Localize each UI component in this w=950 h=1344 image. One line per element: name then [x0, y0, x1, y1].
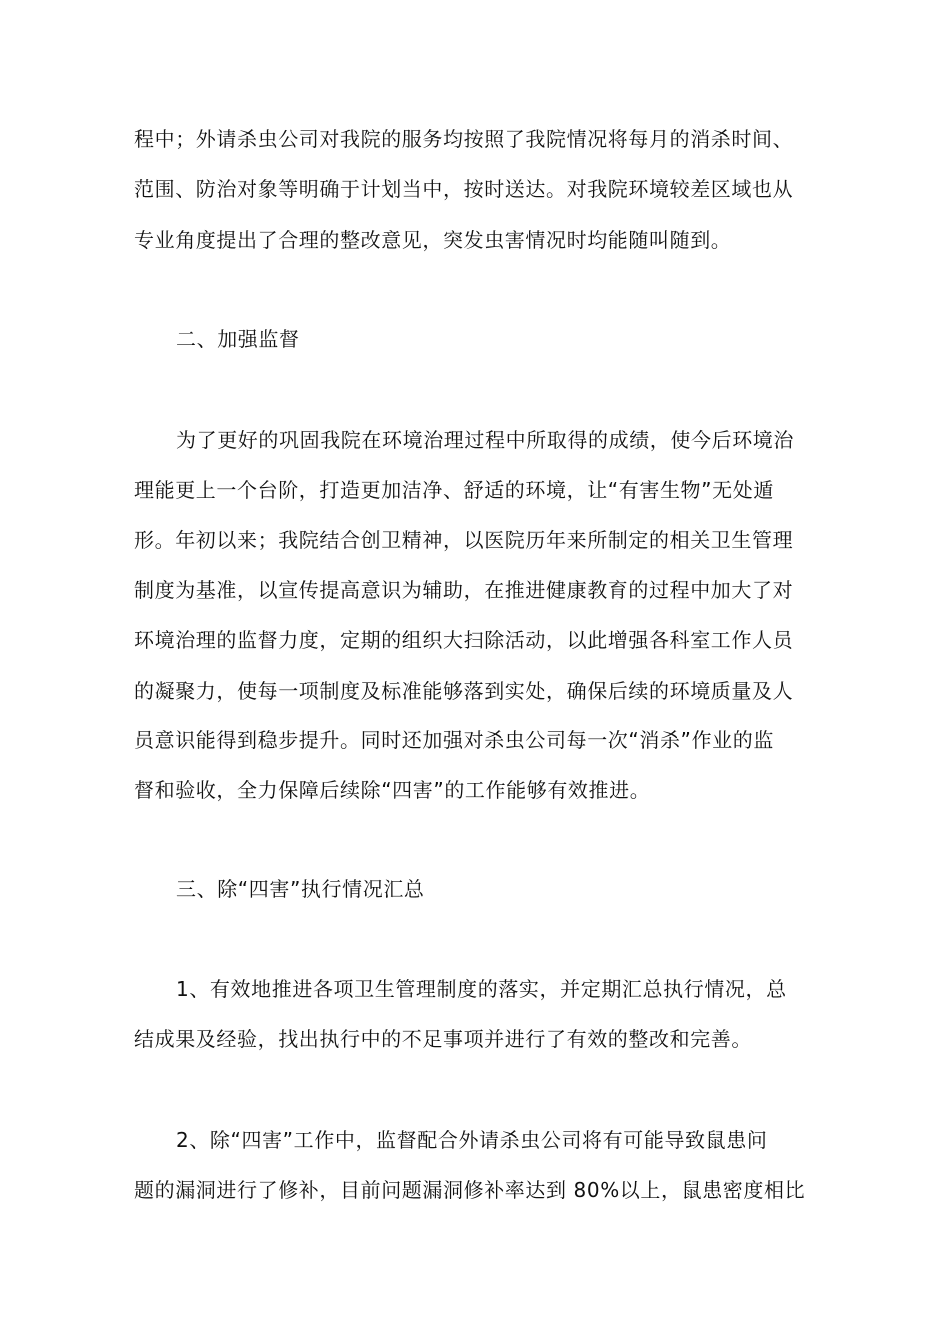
paragraph-1-line-2: 范围、防治对象等明确于计划当中，按时送达。对我院环境较差区域也从: [134, 177, 794, 201]
paragraph-1-line-3: 专业角度提出了合理的整改意见，突发虫害情况时均能随叫随到。: [134, 228, 732, 252]
paragraph-2-line-2: 理能更上一个台阶，打造更加洁净、舒适的环境，让“有害生物”无处遁: [134, 478, 774, 502]
paragraph-2-line-5: 环境治理的监督力度，定期的组织大扫除活动，以此增强各科室工作人员: [134, 628, 794, 652]
paragraph-2-line-4: 制度为基准，以宣传提高意识为辅助，在推进健康教育的过程中加大了对: [134, 578, 794, 602]
paragraph-2-line-3: 形。年初以来；我院结合创卫精神，以医院历年来所制定的相关卫生管理: [134, 528, 794, 552]
section-heading-2: 二、加强监督: [176, 327, 300, 351]
item-1-line-2: 结成果及经验，找出执行中的不足事项并进行了有效的整改和完善。: [134, 1027, 752, 1051]
paragraph-1-line-1: 程中；外请杀虫公司对我院的服务均按照了我院情况将每月的消杀时间、: [134, 127, 794, 151]
paragraph-2-line-8: 督和验收，全力保障后续除“四害”的工作能够有效推进。: [134, 778, 651, 802]
paragraph-2-line-6: 的凝聚力，使每一项制度及标准能够落到实处，确保后续的环境质量及人: [134, 679, 794, 703]
section-heading-3: 三、除“四害”执行情况汇总: [176, 877, 425, 901]
item-2-line-2: 题的漏洞进行了修补，目前问题漏洞修补率达到 80%以上，鼠患密度相比: [134, 1178, 806, 1202]
item-1-line-1: 1、有效地推进各项卫生管理制度的落实，并定期汇总执行情况，总: [176, 977, 787, 1001]
paragraph-2-line-7: 员意识能得到稳步提升。同时还加强对杀虫公司每一次“消杀”作业的监: [134, 728, 774, 752]
paragraph-2-line-1: 为了更好的巩固我院在环境治理过程中所取得的成绩，使今后环境治: [176, 428, 794, 452]
item-2-line-1: 2、除“四害”工作中，监督配合外请杀虫公司将有可能导致鼠患问: [176, 1128, 768, 1152]
